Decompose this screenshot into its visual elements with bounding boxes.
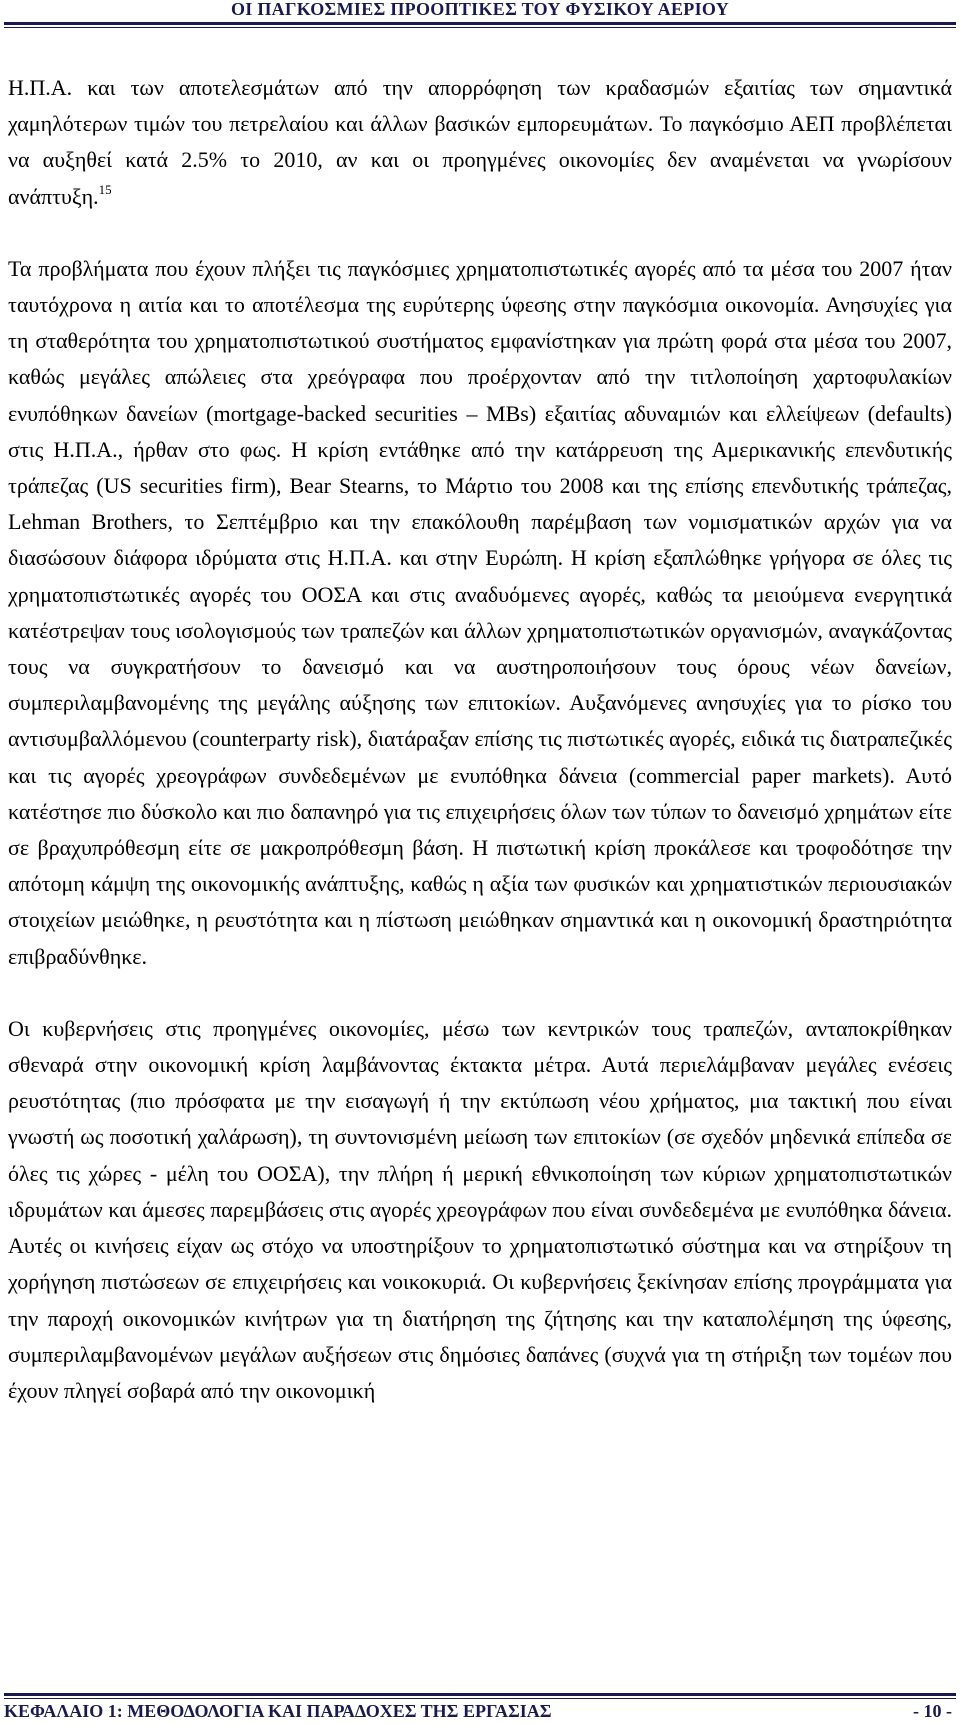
paragraph-1-text: Η.Π.Α. και των αποτελεσμάτων από την απορρόφηση των κραδασμών εξαιτίας των σημαντικά χαμηλότερων τιμών του πετρελαίου και άλλων βασικών εμπορευμάτων. Το παγκόσμιο ΑΕΠ προβλέπεται να αυξηθεί κατά 2.5% το 2010, αν και οι προηγμένες οικονομίες δεν αναμένεται να γνωρίσουν ανάπτυξη. (8, 75, 952, 209)
paragraph-spacer (8, 975, 952, 1011)
header-rule-thin (4, 27, 956, 28)
footer-rule-thin (4, 1698, 956, 1699)
paragraph-spacer (8, 215, 952, 251)
paragraph-2: Τα προβλήματα που έχουν πλήξει τις παγκόσμιες χρηματοπιστωτικές αγορές από τα μέσα του 2007 ήταν ταυτόχρονα η αιτία και το αποτέλεσμα της ευρύτερης ύφεσης στην παγκόσμια οικονομία. Ανησυχίες για τη σταθερότητα του χρηματοπιστωτικού συστήματος εμφανίστηκαν για πρώτη φορά στα μέσα του 2007, καθώς μεγάλες απώλειες στα χρεόγραφα που προέρχονταν από την τιτλοποίηση χαρτοφυλακίων ενυπόθηκων δανείων (mortgage-backed securities – MBs) εξαιτίας αδυναμιών και ελλείψεων (defaults) στις Η.Π.Α., ήρθαν στο φως. Η κρίση εντάθηκε από την κατάρρευση της Αμερικανικής επενδυτικής τράπεζας (US securities firm), Bear Stearns, το Μάρτιο του 2008 και της επίσης επενδυτικής τράπεζας, Lehman Brothers, το Σεπτέμβριο και την επακόλουθη παρέμβαση των νομισματικών αρχών για να διασώσουν διάφορα ιδρύματα στις Η.Π.Α. και στην Ευρώπη. Η κρίση εξαπλώθηκε γρήγορα σε όλες τις χρηματοπιστωτικές αγορές του ΟΟΣΑ και στις αναδυόμενες αγορές, καθώς τα μειούμενα ενεργητικά κατέστρεψαν τους ισολογισμούς των τραπεζών και άλλων χρηματοπιστωτικών οργανισμών, αναγκάζοντας τους να συγκρατήσουν το δανεισμό και να αυστηροποιήσουν τους όρους νέων δανείων, συμπεριλαμβανομένης της μεγάλης αύξησης των επιτοκίων. Αυξανόμενες ανησυχίες για το ρίσκο του αντισυμβαλλόμενου (counterparty risk), διατάραξαν επίσης τις πιστωτικές αγορές, ειδικά τις διατραπεζικές και τις αγορές χρεογράφων συνδεδεμένων με ενυπόθηκα δάνεια (commercial paper markets). Αυτό κατέστησε πιο δύσκολο και πιο δαπανηρό για τις επιχειρήσεις όλων των τύπων το δανεισμό χρημάτων είτε σε βραχυπρόθεσμη είτε σε μακροπρόθεσμη βάση. Η πιστωτική κρίση προκάλεσε και τροφοδότησε την απότομη κάμψη της οικονομικής ανάπτυξης, καθώς η αξία των φυσικών και χρηματιστικών περιουσιακών στοιχείων μειώθηκε, η ρευστότητα και η πίστωση μειώθηκαν σημαντικά και η οικονομική δραστηριότητα επιβραδύνθηκε. (8, 255, 952, 969)
running-header: ΟΙ ΠΑΓΚΟΣΜΙΕΣ ΠΡΟΟΠΤΙΚΕΣ ΤΟΥ ΦΥΣΙΚΟΥ ΑΕΡΙΟΥ (230, 0, 730, 19)
chapter-title: ΚΕΦΑΛΑΙΟ 1: ΜΕΘΟΔΟΛΟΓΙΑ ΚΑΙ ΠΑΡΑΔΟΧΕΣ ΤΗΣ ΕΡΓΑΣΙΑΣ (4, 1701, 552, 1721)
header-rule (4, 22, 956, 25)
page-number: - 10 - (913, 1701, 952, 1721)
document-body (8, 70, 952, 1409)
footer-rule (4, 1693, 956, 1696)
paragraph-3: Οι κυβερνήσεις στις προηγμένες οικονομίες, μέσω των κεντρικών τους τραπεζών, ανταποκρίθηκαν σθεναρά στην οικονομική κρίση λαμβάνοντας έκτακτα μέτρα. Αυτά περιελάμβαναν μεγάλες ενέσεις ρευστότητας (πιο πρόσφατα με την εισαγωγή ή την εκτύπωση νέου χρήματος, μια τακτική που είναι γνωστή ως ποσοτική χαλάρωση), τη συντονισμένη μείωση των επιτοκίων (σε σχεδόν μηδενικά επίπεδα σε όλες τις χώρες - μέλη του ΟΟΣΑ), την πλήρη ή μερική εθνικοποίηση των κύριων χρηματοπιστωτικών ιδρυμάτων και άμεσες παρεμβάσεις στις αγορές χρεογράφων που είναι συνδεδεμένα με ενυπόθηκα δάνεια. Αυτές οι κινήσεις είχαν ως στόχο να υποστηρίξουν το χρηματοπιστωτικό σύστημα και να στηρίξουν τη χορήγηση πιστώσεων σε επιχειρήσεις και νοικοκυριά. Οι κυβερνήσεις ξεκίνησαν επίσης προγράμματα για την παροχή οικονομικών κινήτρων για τη διατήρηση της ζήτησης και την καταπολέμηση της ύφεσης, συμπεριλαμβανομένων μεγάλων αυξήσεων στις δημόσιες δαπάνες (συχνά για τη στήριξη των τομέων που έχουν πληγεί σοβαρά από την οικονομική (8, 1015, 952, 1403)
footnote-marker: 15 (98, 181, 112, 197)
paragraph-1 (8, 70, 952, 215)
page-footer (0, 1700, 960, 1722)
